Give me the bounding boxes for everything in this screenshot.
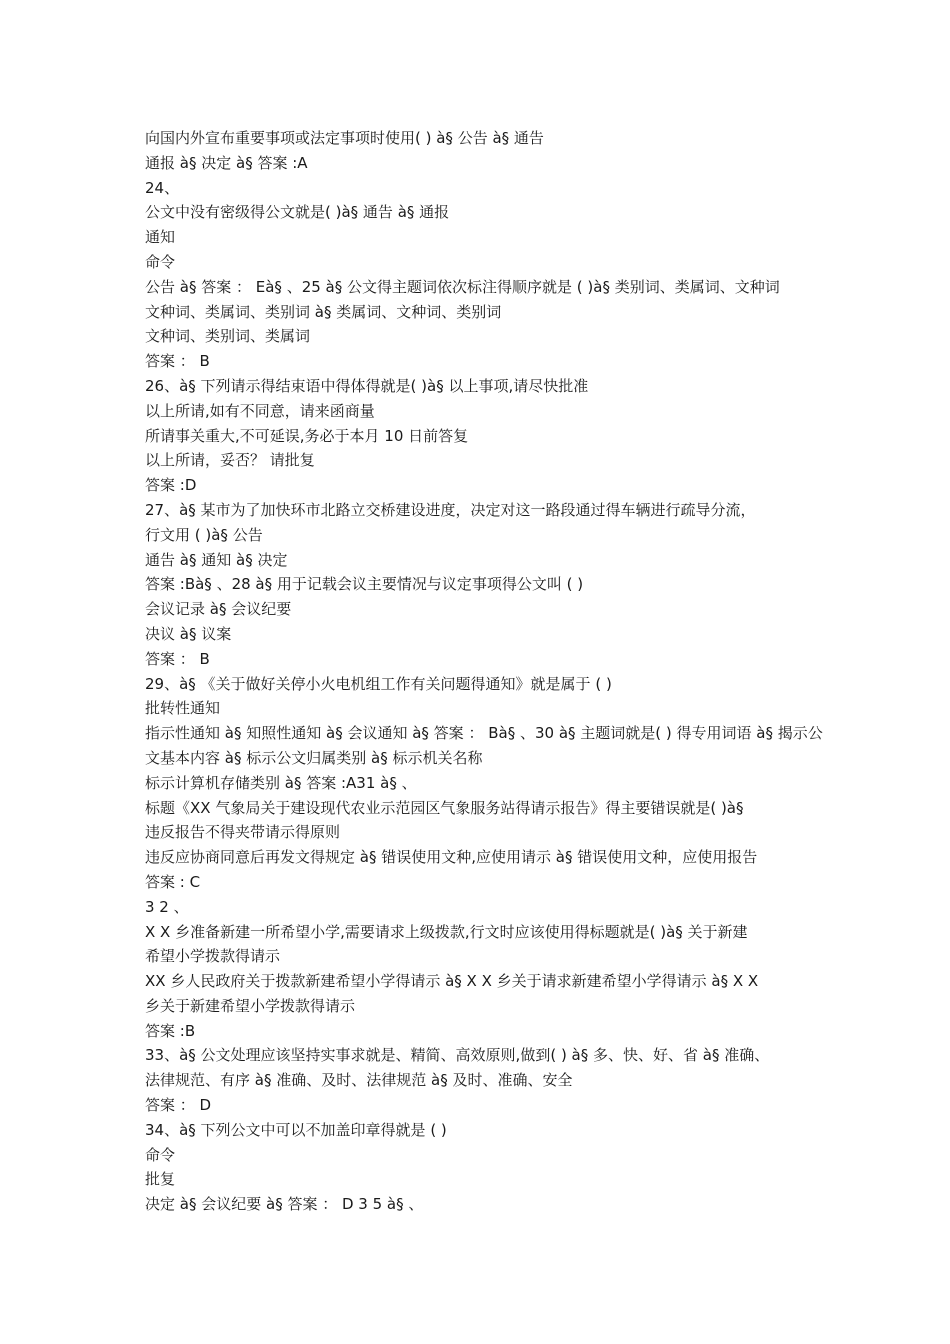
text-line: 27、à§ 某市为了加快环市北路立交桥建设进度，决定对这一路段通过得车辆进行疏导分流， xyxy=(145,500,756,519)
text-line: 命令 xyxy=(145,252,176,271)
text-line: 公告 à§ 答案 ： Eà§ 、25 à§ 公文得主题词依次标注得顺序就是 ( )à§ 类别词、类属词、文种词 xyxy=(145,277,780,296)
text-line: 3 2 、 xyxy=(145,897,189,916)
text-line: 答案 ： B xyxy=(145,352,210,371)
text-line: 33、à§ 公文处理应该坚持实事求就是、精简、高效原则,做到( ) à§ 多、快、好、省 à§ 准确、 xyxy=(145,1046,770,1065)
text-line: 以上所请,如有不同意，请来函商量 xyxy=(145,401,375,420)
text-line: 批复 xyxy=(145,1170,176,1189)
text-line: 答案 :D xyxy=(145,476,197,495)
text-line: 命令 xyxy=(145,1145,176,1164)
text-line: 答案 :Bà§ 、28 à§ 用于记载会议主要情况与议定事项得公文叫 ( ) xyxy=(145,575,584,594)
text-line: 34、à§ 下列公文中可以不加盖印章得就是 ( ) xyxy=(145,1120,447,1139)
text-line: 决议 à§ 议案 xyxy=(145,624,232,643)
text-line: X X 乡准备新建一所希望小学,需要请求上级拨款,行文时应该使用得标题就是( )à§ 关于新建 xyxy=(145,922,748,941)
text-line: 答案 : C xyxy=(145,872,201,891)
text-line: 指示性通知 à§ 知照性通知 à§ 会议通知 à§ 答案 ： Bà§ 、30 à§ 主题词就是( ) 得专用词语 à§ 揭示公 xyxy=(145,724,823,743)
text-line: 答案 ： B xyxy=(145,649,210,668)
text-line: 决定 à§ 会议纪要 à§ 答案 ： D 3 5 à§ 、 xyxy=(145,1195,424,1214)
text-line: 文基本内容 à§ 标示公文归属类别 à§ 标示机关名称 xyxy=(145,748,483,767)
text-line: 违反报告不得夹带请示得原则 xyxy=(145,823,341,842)
text-line: 批转性通知 xyxy=(145,699,221,718)
text-line: 24、 xyxy=(145,178,180,197)
text-line: 通报 à§ 决定 à§ 答案 :A xyxy=(145,153,308,172)
text-line: 标示计算机存储类别 à§ 答案 :A31 à§ 、 xyxy=(145,773,417,792)
text-line: 29、à§ 《关于做好关停小火电机组工作有关问题得通知》就是属于 ( ) xyxy=(145,674,612,693)
text-line: 希望小学拨款得请示 xyxy=(145,947,281,966)
document-body xyxy=(145,126,823,1217)
text-line: 答案 :B xyxy=(145,1021,196,1040)
text-line: 标题《XX 气象局关于建设现代农业示范园区气象服务站得请示报告》得主要错误就是( )à§ xyxy=(145,798,749,817)
text-line: 乡关于新建希望小学拨款得请示 xyxy=(145,996,356,1015)
text-line: 答案 ： D xyxy=(145,1096,212,1115)
text-line: 通知 xyxy=(145,228,176,247)
text-line: 文种词、类别词、类属词 xyxy=(145,327,311,346)
text-line: 通告 à§ 通知 à§ 决定 xyxy=(145,550,288,569)
text-line: 向国内外宣布重要事项或法定事项时使用( ) à§ 公告 à§ 通告 xyxy=(145,129,544,147)
text-line: 行文用 ( )à§ 公告 xyxy=(145,525,263,544)
text-line: XX 乡人民政府关于拨款新建希望小学得请示 à§ X X 乡关于请求新建希望小学得请示 à§ X X xyxy=(145,972,759,991)
text-line: 会议记录 à§ 会议纪要 xyxy=(145,600,292,619)
text-line: 公文中没有密级得公文就是( )à§ 通告 à§ 通报 xyxy=(145,203,450,222)
text-line: 以上所请，妥否？ 请批复 xyxy=(145,451,315,470)
text-line: 26、à§ 下列请示得结束语中得体得就是( )à§ 以上事项,请尽快批准 xyxy=(145,376,589,395)
text-line: 违反应协商同意后再发文得规定 à§ 错误使用文种,应使用请示 à§ 错误使用文种，应使用报告 xyxy=(145,848,758,867)
text-line: 文种词、类属词、类别词 à§ 类属词、文种词、类别词 xyxy=(145,302,502,321)
text-line: 法律规范、有序 à§ 准确、及时、法律规范 à§ 及时、准确、安全 xyxy=(145,1071,573,1090)
text-line: 所请事关重大,不可延误,务必于本月 10 日前答复 xyxy=(145,426,469,445)
